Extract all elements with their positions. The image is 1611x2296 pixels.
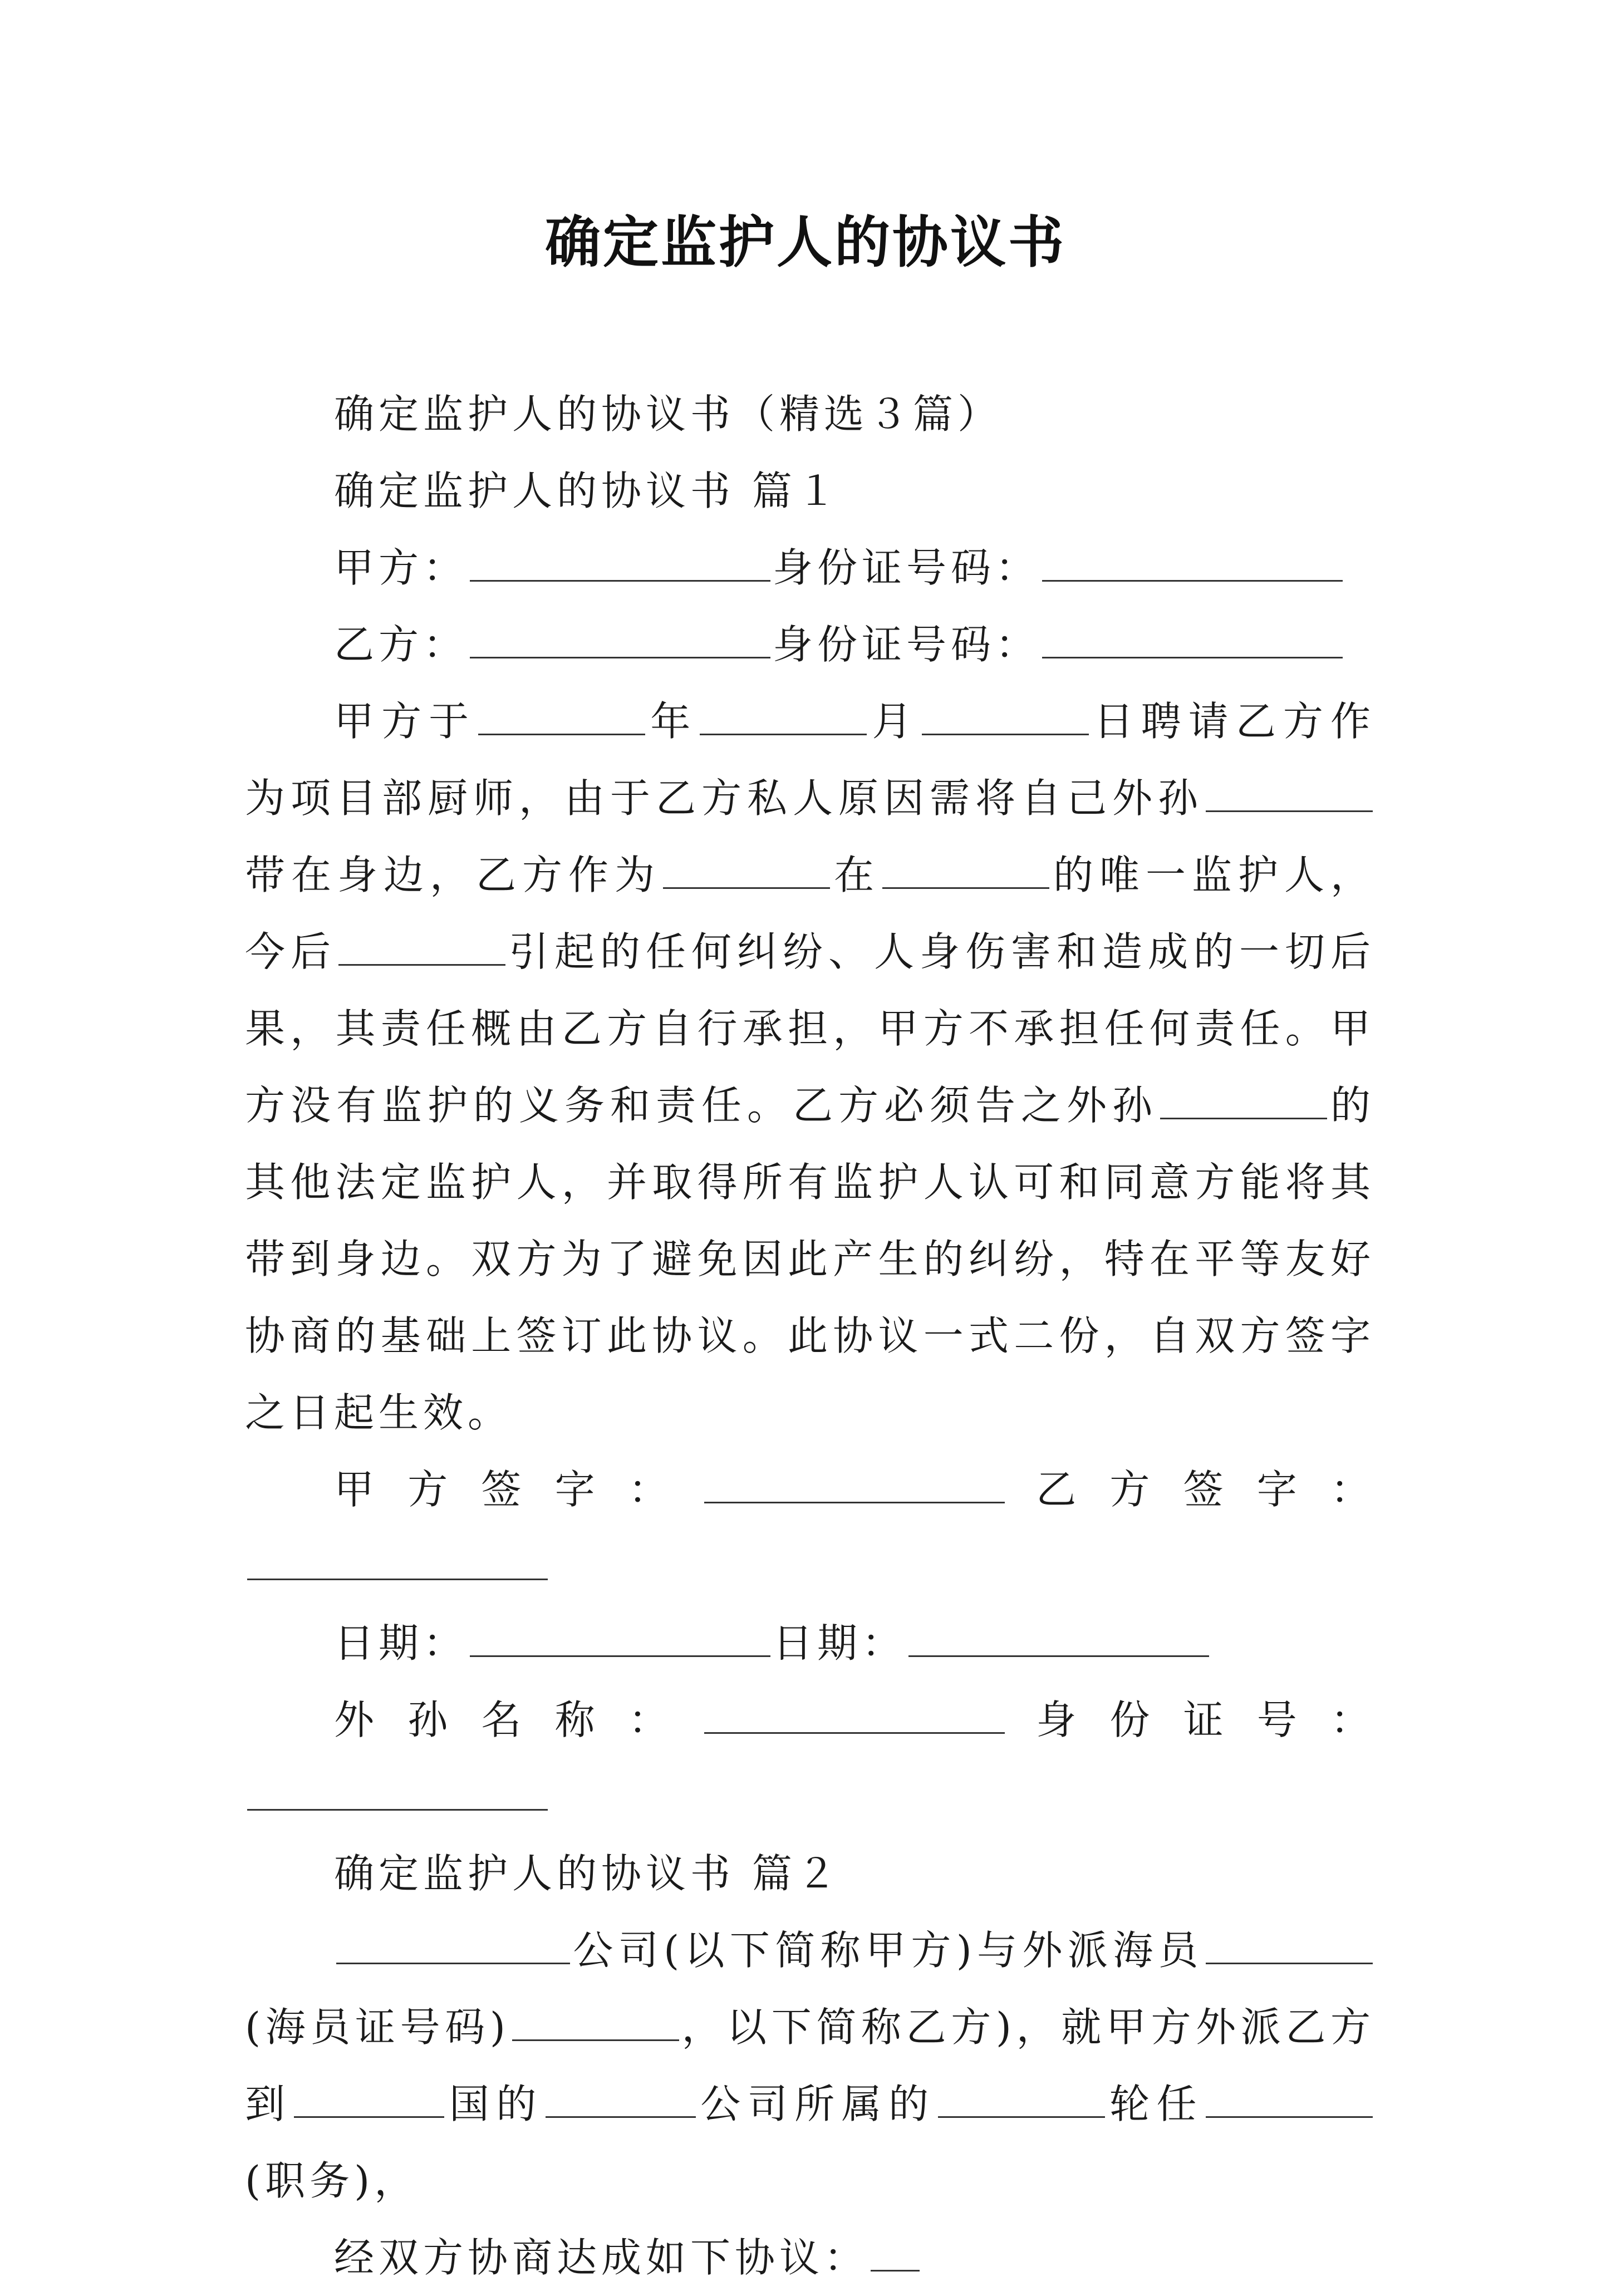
party-a-id-blank: [1042, 542, 1343, 582]
document-subtitle: 确定监护人的协议书（精选３篇）: [334, 391, 1003, 437]
party-b-id-label: 身份证号码：: [773, 621, 1040, 668]
day-blank: [922, 696, 1089, 735]
party-b-date-label: 日期：: [773, 1620, 907, 1666]
party-a-signature-blank: [704, 1464, 1005, 1503]
article-2-paragraph: [245, 1912, 1375, 2219]
year-blank: [478, 696, 645, 735]
seaman-id-blank: [512, 2002, 679, 2041]
date-line: [245, 1605, 1375, 1682]
grandchild-line: [245, 1682, 1375, 1835]
party-a-line: [245, 529, 1375, 606]
document-title: 确定监护人的协议书: [545, 210, 1066, 275]
grandchild-name-blank: [704, 1694, 1005, 1734]
cause-blank: [338, 926, 505, 966]
party-a-name-blank: [470, 542, 770, 582]
para-text: 月: [869, 698, 920, 745]
party-a-label: 甲方：: [334, 544, 468, 591]
agreement-blank: [871, 2232, 920, 2272]
para-text: 公司(以下简称甲方)与外派海员: [572, 1927, 1204, 1974]
para-text: 年: [647, 698, 698, 745]
agreement-intro-line: [245, 2219, 1375, 2296]
foreign-company-blank: [546, 2078, 696, 2118]
grandchild-id-label: 身份证号：: [1007, 1697, 1375, 1743]
ship-blank: [938, 2078, 1105, 2118]
ward-blank: [882, 849, 1049, 889]
para-text: 轮任: [1107, 2081, 1204, 2127]
para-text: 的其他法定监护人，并取得所有监护人认可和同意方能将其带到身边。双方为了避免因此产生的纠纷，特在平等友好协商的基础上签订此协议。此协议一式二份，自双方签字之日起生效。: [245, 1082, 1375, 1436]
grandchild-blank: [1206, 773, 1373, 812]
para-text: ，以下简称乙方)，就甲方外派乙方到: [245, 2004, 1375, 2127]
company-blank: [336, 1925, 570, 1964]
para-text: 在: [832, 852, 880, 898]
country-blank: [294, 2078, 444, 2118]
position-blank: [1206, 2078, 1373, 2118]
para-text: 公司所属的: [698, 2081, 936, 2127]
para-text: 带在身边，乙方作为: [245, 852, 661, 898]
party-a-date-blank: [470, 1617, 770, 1657]
article-1-paragraph: [245, 683, 1375, 1451]
party-b-line: [245, 606, 1375, 683]
signature-line: [245, 1451, 1375, 1605]
party-b-name-blank: [470, 619, 770, 658]
party-b-date-blank: [908, 1617, 1209, 1657]
month-blank: [700, 696, 867, 735]
party-a-signature-label: 甲方签字：: [334, 1466, 702, 1513]
article-1-heading: 确定监护人的协议书 篇１: [334, 468, 841, 514]
guardian-blank: [663, 849, 830, 889]
party-b-id-blank: [1042, 619, 1343, 658]
grandchild-blank-2: [1160, 1080, 1327, 1119]
party-b-signature-blank: [247, 1541, 548, 1580]
para-text: (职务)，: [245, 2157, 419, 2204]
para-text: 国的: [446, 2081, 543, 2127]
grandchild-id-blank: [247, 1771, 548, 1811]
article-2-heading: 确定监护人的协议书 篇２: [334, 1850, 841, 1897]
seaman-name-blank: [1206, 1925, 1373, 1964]
party-a-id-label: 身份证号码：: [773, 544, 1040, 591]
grandchild-name-label: 外孙名称：: [334, 1697, 702, 1743]
para-text: 日聘请乙方作为项目部厨师，由于乙方私人原因需将自己外孙: [245, 698, 1375, 822]
agreement-intro: 经双方协商达成如下协议：: [334, 2234, 869, 2281]
para-text: 引起的任何纠纷、人身伤害和造成的一切后果，其责任概由乙方自行承担，甲方不承担任何责任。甲方没有监护的义务和责任。乙方必须告之外孙: [245, 928, 1375, 1129]
para-text: (海员证号码): [245, 2004, 510, 2051]
party-b-label: 乙方：: [334, 621, 468, 668]
party-b-signature-label: 乙方签字：: [1007, 1466, 1375, 1513]
document-body: [245, 376, 1375, 2296]
para-text: 甲方于: [334, 698, 477, 745]
party-a-date-label: 日期：: [334, 1620, 468, 1666]
para-text: 的唯一监护人，今后: [245, 852, 1375, 975]
